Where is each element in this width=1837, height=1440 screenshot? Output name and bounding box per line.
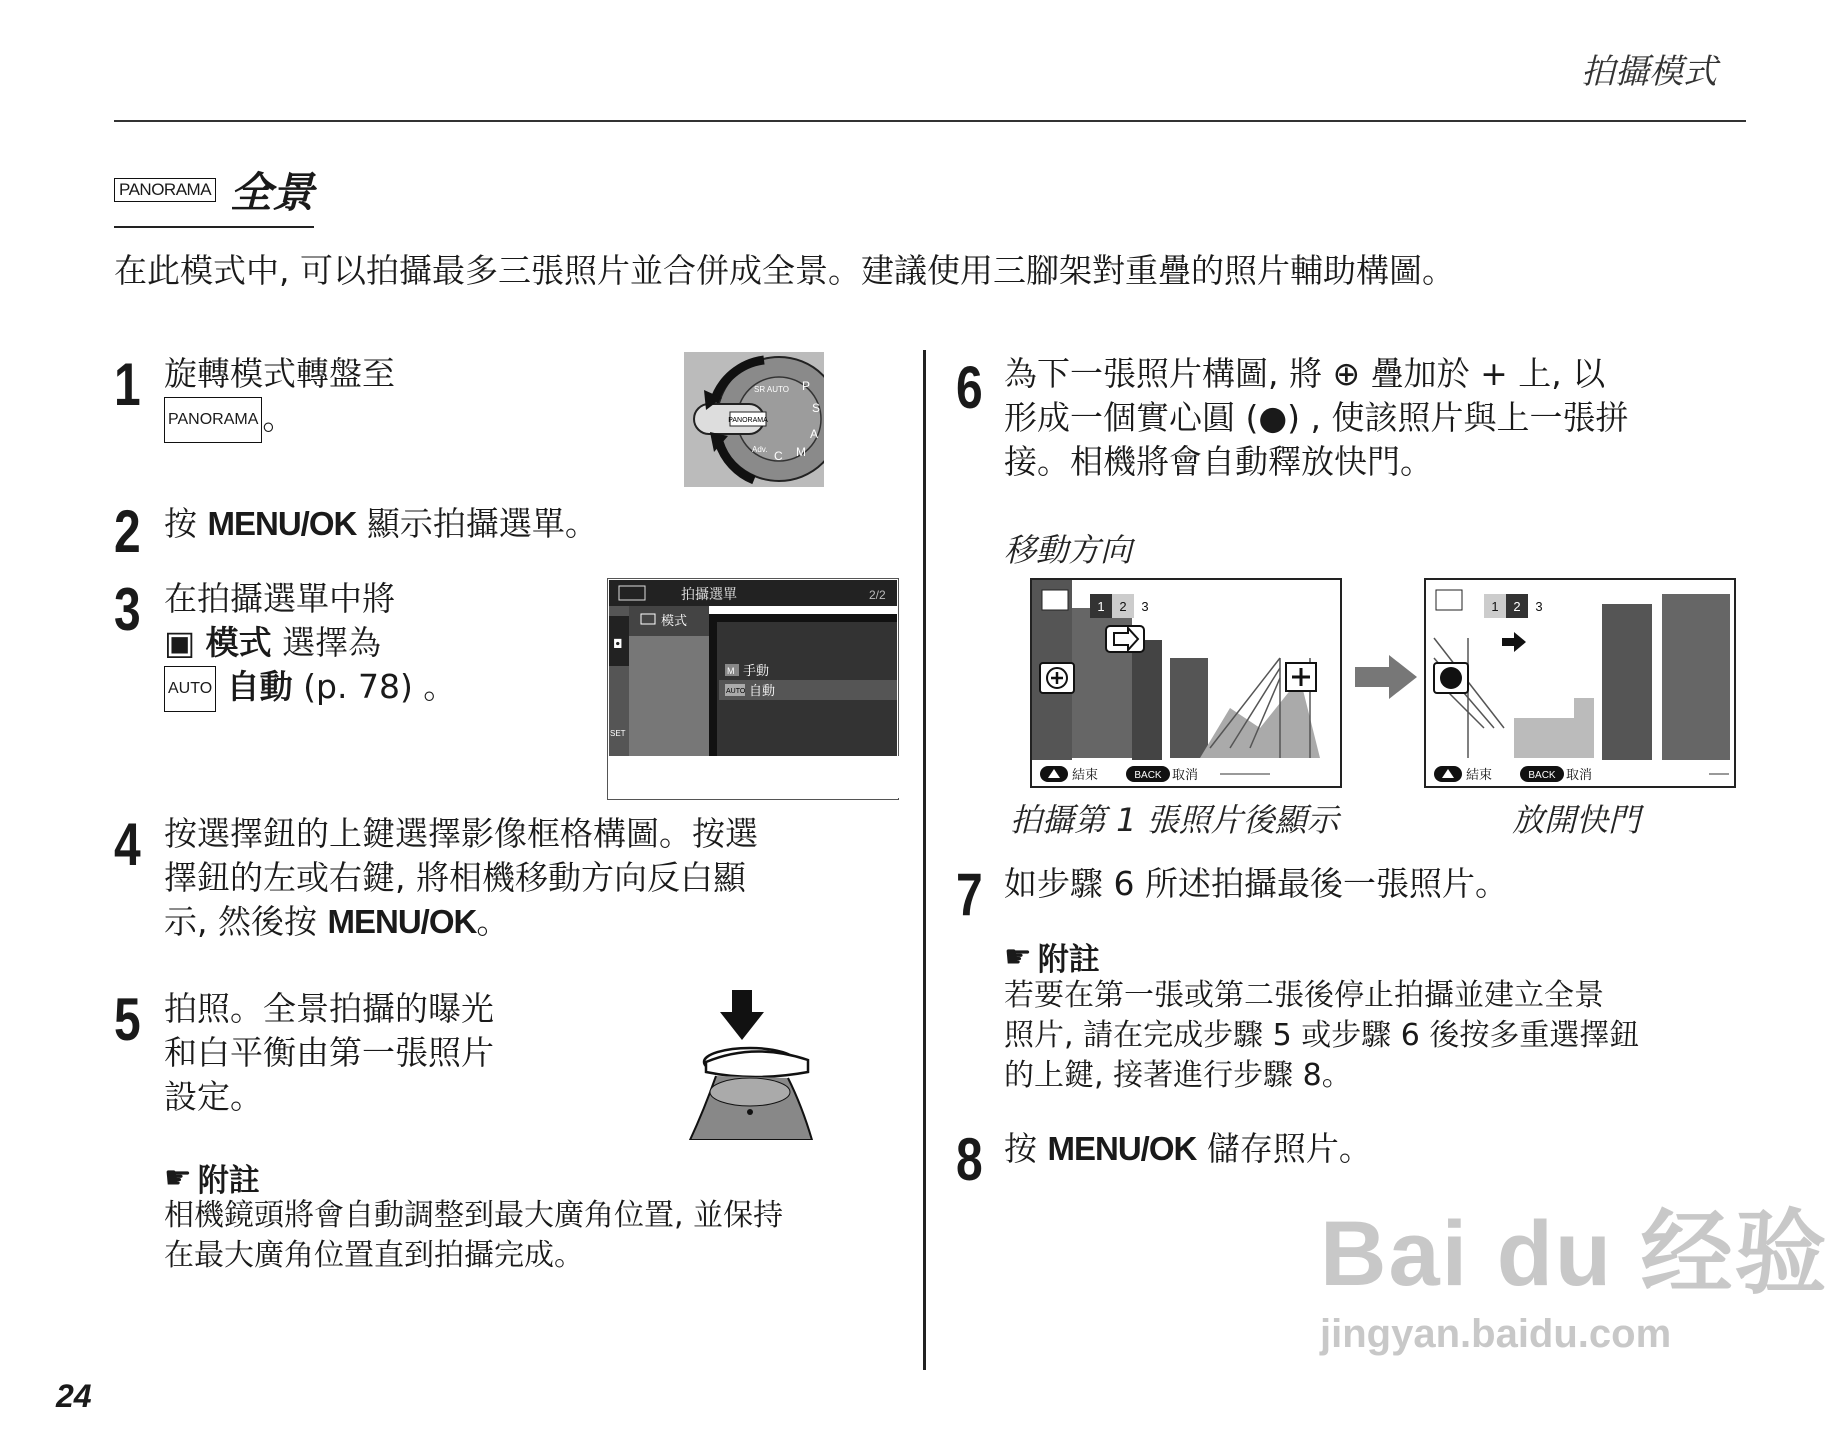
menu-ok-key: MENU/OK	[327, 903, 477, 940]
step-6-text: 為下一張照片構圖, 將 ⊕ 疊加於 + 上, 以 形成一個實心圓 (●) , 使該照片與上一張拼 接。相機將會自動釋放快門。	[1004, 354, 1629, 481]
frame-icon: ▣	[164, 623, 206, 662]
panorama-mode-icon: PANORAMA	[164, 397, 262, 443]
header-rule	[114, 120, 1746, 122]
running-header: 拍攝模式	[1581, 52, 1717, 92]
step-8-text: 按 MENU/OK 儲存照片。	[1004, 1129, 1372, 1168]
step-3-text: 在拍攝選單中將 ▣ 模式 選擇為 AUTO 自動 (p. 78) 。	[164, 577, 456, 712]
caption-release: 放開快門	[1512, 801, 1641, 839]
step-number: 3	[114, 576, 141, 643]
next-arrow-icon	[1355, 655, 1417, 699]
note-heading: ☛ 附註	[164, 1159, 260, 1199]
step-number: 1	[114, 351, 141, 418]
note-body: 若要在第一張或第二張後停止拍攝並建立全景 照片, 請在完成步驟 5 或步驟 6 後按多重選擇鈕 的上鍵, 接著進行步驟 8。	[1004, 978, 1640, 1093]
panorama-screen-release	[1424, 578, 1736, 788]
column-divider	[923, 350, 926, 1370]
press-down-arrow-icon	[720, 1012, 764, 1040]
end-label: 結束	[1466, 768, 1493, 783]
panorama-mode-icon: PANORAMA	[114, 178, 216, 202]
menu-title: 拍攝選單	[681, 587, 737, 603]
frame-2: 2	[1513, 599, 1521, 614]
frame-1: 1	[1097, 599, 1105, 614]
dial-a-label: A	[810, 427, 819, 441]
auto-icon: AUTO	[164, 666, 216, 712]
dial-m-label: M	[796, 445, 806, 459]
cancel-label: 取消	[1172, 768, 1199, 783]
step-1-line2: PANORAMA 。	[164, 396, 395, 443]
panorama-screen-first	[1030, 578, 1342, 788]
setup-tab-label: SET	[610, 729, 626, 738]
step-number: 8	[956, 1126, 983, 1193]
step-1-line1: 旋轉模式轉盤至	[164, 354, 395, 393]
menu-option-auto: 自動	[749, 684, 776, 699]
dial-adv-label: Adv.	[752, 445, 768, 454]
step-5-text: 拍照。全景拍攝的曝光 和白平衡由第一張照片 設定。	[164, 989, 494, 1116]
svg-text:AUTO: AUTO	[726, 688, 746, 695]
menu-option-manual: 手動	[743, 664, 770, 679]
dial-c-label: C	[774, 449, 783, 463]
mode-dial-illustration	[684, 352, 824, 487]
step-number: 5	[114, 986, 141, 1053]
frame-3: 3	[1535, 599, 1543, 614]
watermark-url: jingyan.baidu.com	[1320, 1312, 1672, 1356]
shutter-press-illustration	[684, 990, 824, 1140]
pointing-hand-icon: ☛	[164, 1159, 192, 1196]
watermark-brand: Bai du 经验	[1320, 1203, 1829, 1305]
dial-s-label: S	[812, 401, 821, 415]
pointing-hand-icon: ☛	[1004, 938, 1032, 975]
step-4-text: 按選擇鈕的上鍵選擇影像框格構圖。按選 擇鈕的左或右鍵, 將相機移動方向反白顯 示, 然後按 MENU/OK。	[164, 814, 758, 941]
note-heading: ☛ 附註	[1004, 938, 1100, 978]
dial-sr-label: SR AUTO	[754, 385, 789, 394]
step-7-text: 如步驟 6 所述拍攝最後一張照片。	[1004, 864, 1508, 903]
step-1-text	[164, 352, 395, 443]
frame-2: 2	[1119, 599, 1127, 614]
step-number: 2	[114, 498, 141, 565]
end-label: 結束	[1072, 768, 1099, 783]
page-number: 24	[56, 1378, 92, 1414]
step-number: 4	[114, 811, 141, 878]
menu-item-mode: 模式	[661, 614, 688, 629]
caption-first-shot: 拍攝第 1 張照片後顯示	[1010, 801, 1339, 839]
menu-page: 2/2	[869, 588, 886, 602]
filled-circle-icon	[1440, 667, 1462, 689]
back-button-icon: BACK	[1134, 770, 1162, 781]
section-heading	[114, 160, 314, 228]
menu-ok-key: MENU/OK	[1047, 1130, 1197, 1167]
frame-1: 1	[1491, 599, 1499, 614]
svg-text:M: M	[727, 666, 735, 676]
direction-label: 移動方向	[1004, 531, 1133, 569]
dial-panorama-label: PANORAMA	[728, 417, 768, 424]
menu-ok-key: MENU/OK	[207, 505, 357, 542]
baidu-watermark	[1320, 1180, 1829, 1357]
intro-paragraph: 在此模式中, 可以拍攝最多三張照片並合併成全景。建議使用三腳架對重疊的照片輔助構圖。	[114, 251, 1455, 290]
section-title: 全景	[230, 168, 315, 217]
dial-p-label: P	[802, 379, 811, 393]
shooting-menu-screenshot	[607, 578, 899, 800]
camera-tab-icon: ◘	[613, 637, 623, 651]
back-button-icon: BACK	[1528, 770, 1556, 781]
step-number: 7	[956, 861, 983, 928]
frame-3: 3	[1141, 599, 1149, 614]
note-body: 相機鏡頭將會自動調整到最大廣角位置, 並保持 在最大廣角位置直到拍攝完成。	[164, 1198, 784, 1273]
step-number: 6	[956, 354, 983, 421]
step-2-text: 按 MENU/OK 顯示拍攝選單。	[164, 504, 598, 543]
cancel-label: 取消	[1566, 768, 1593, 783]
